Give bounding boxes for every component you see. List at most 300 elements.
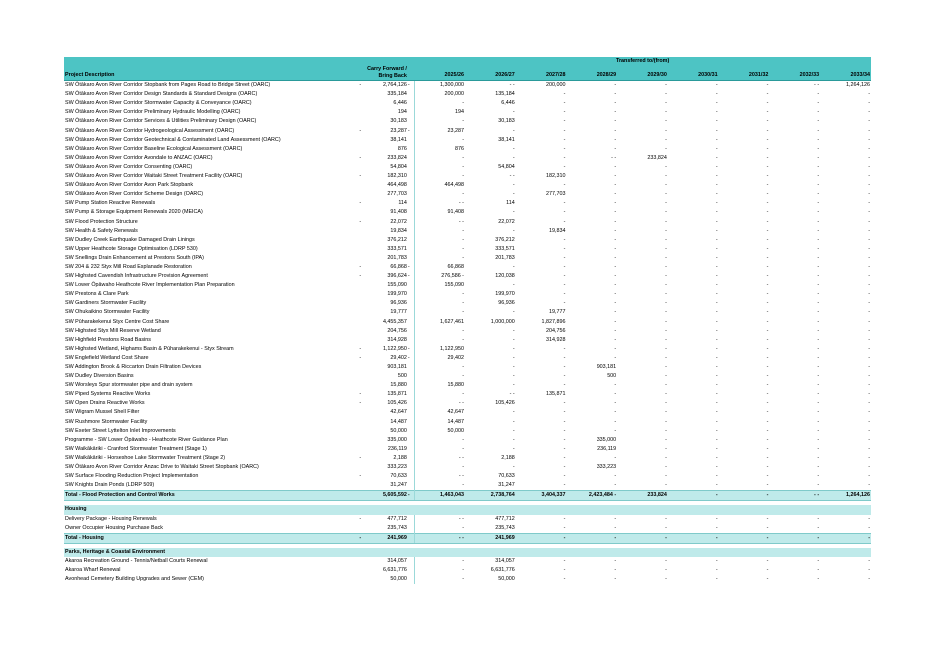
year-value-cell: - <box>462 391 464 398</box>
year-value-cell: 1,264,126 <box>846 82 870 89</box>
year-value-cell: - <box>614 400 617 407</box>
year-value-cell: - <box>868 218 870 225</box>
year-value-cell: - <box>563 282 566 289</box>
year-value-cell: - <box>868 364 870 370</box>
year-value-cell: - <box>614 209 617 216</box>
year-value-cell: - <box>766 291 769 298</box>
year-value-cell: - <box>817 209 820 216</box>
table-body <box>64 81 871 585</box>
year-value-cell: - <box>817 473 820 480</box>
project-description-cell: SW Snellings Drain Enhancement at Prestons South (IPA) <box>65 254 204 261</box>
year-value-cell: - <box>665 245 667 252</box>
table-row <box>64 345 871 354</box>
year-value-cell: - <box>614 427 617 434</box>
year-value-cell: - <box>614 245 617 252</box>
year-value-cell: - <box>817 345 820 352</box>
year-value-cell: - <box>766 473 769 480</box>
table-row <box>64 524 871 534</box>
year-value-cell: - - <box>458 218 464 225</box>
year-value-cell: - <box>817 382 820 389</box>
year-value-cell: 50,000 <box>498 576 515 583</box>
year-value-cell: 19,777 <box>548 309 566 316</box>
table-row <box>64 445 871 454</box>
year-value-cell: 120,038 <box>495 273 515 280</box>
year-value-cell: - <box>820 533 871 543</box>
total-row <box>64 533 871 543</box>
carry-forward-cell: 376,212 <box>387 236 407 243</box>
year-value-cell: - <box>868 91 870 98</box>
year-value-cell: 201,783 <box>495 254 515 261</box>
year-value-cell: - <box>715 327 718 334</box>
year-value-cell: - <box>766 336 769 343</box>
year-value-cell: - <box>817 364 820 370</box>
table-row <box>64 145 871 154</box>
year-value-cell: - <box>715 418 718 425</box>
year-value-cell: - - <box>458 454 464 461</box>
year-value-cell: - <box>817 245 820 252</box>
year-value-cell: - <box>868 566 870 573</box>
year-value-cell: - <box>512 154 515 161</box>
table-row <box>64 390 871 399</box>
year-value-cell: - <box>817 163 820 170</box>
year-value-cell: - <box>766 118 769 125</box>
carry-forward-cell: 233,824 <box>387 154 407 161</box>
project-description-cell: SW Pūharakekenui Styx Centre Cost Share <box>65 318 170 325</box>
year-value-cell: - <box>665 345 667 352</box>
year-value-cell: - <box>665 382 667 389</box>
year-value-cell: - <box>665 436 667 443</box>
year-value-cell: 15,880 <box>447 382 464 389</box>
year-value-cell: - - <box>458 473 464 480</box>
year-value-cell: - <box>563 436 566 443</box>
year-value-cell: - <box>512 327 515 334</box>
year-value-cell: - <box>665 136 667 143</box>
year-value-cell: 50,000 <box>447 427 464 434</box>
table-row <box>64 281 871 290</box>
year-value-cell: - <box>715 336 718 343</box>
year-value-cell: - <box>817 524 820 531</box>
year-value-cell: - <box>665 91 667 98</box>
carry-forward-cell: 182,310 <box>387 173 407 180</box>
year-value-cell: - <box>766 373 769 380</box>
section-title: Parks, Heritage & Coastal Environment <box>64 548 871 557</box>
year-value-cell: - <box>868 464 870 471</box>
year-value-cell: - <box>715 309 718 316</box>
table-row <box>64 372 871 381</box>
year-value-cell: - <box>563 354 566 361</box>
sign-marker: - <box>359 82 362 89</box>
table-row <box>64 381 871 390</box>
table-row <box>64 463 871 472</box>
year-value-cell: - <box>665 515 667 522</box>
year-value-cell: - <box>614 345 617 352</box>
carry-forward-cell: 19,834 <box>390 227 407 234</box>
carry-forward-cell: 876 <box>397 145 407 152</box>
header-row-transferred <box>64 57 871 66</box>
year-value-cell: - - <box>814 82 820 89</box>
year-value-cell: 135,184 <box>495 91 515 98</box>
year-value-cell: - <box>868 354 870 361</box>
section-header-row <box>64 548 871 557</box>
year-value-cell: 333,223 <box>596 464 617 471</box>
year-value-cell: - <box>868 557 870 564</box>
year-value-cell: - <box>462 291 464 298</box>
sign-marker: - <box>359 454 362 461</box>
sign-marker: - <box>408 272 414 281</box>
year-value-cell: - <box>462 445 464 452</box>
carry-forward-cell: 23,287 <box>390 127 407 134</box>
year-value-cell: 42,647 <box>447 409 464 416</box>
year-value-cell: - <box>614 227 617 234</box>
year-value-cell: - <box>512 145 515 152</box>
carry-forward-cell: 464,498 <box>387 182 407 189</box>
year-value-cell: - <box>462 436 464 443</box>
carry-forward-cell: 314,057 <box>387 557 407 564</box>
table-row <box>64 363 871 372</box>
year-value-cell: - <box>868 145 870 152</box>
carry-forward-cell: 335,000 <box>387 436 407 443</box>
year-value-cell: 114 <box>506 200 515 207</box>
year-value-cell: - <box>665 218 667 225</box>
year-value-cell: - <box>614 173 617 180</box>
year-value-cell: - <box>665 273 667 280</box>
year-value-cell: - <box>563 557 566 564</box>
year-value-cell: - <box>563 473 566 480</box>
table-row <box>64 199 871 208</box>
project-description-cell: SW Ōtākaro Avon River Corridor Geotechnical & Contaminated Land Assessment (OARC) <box>65 136 281 143</box>
table-row <box>64 172 871 181</box>
year-value-cell: - <box>868 473 870 480</box>
section-title: Housing <box>64 505 871 514</box>
table-row <box>64 90 871 99</box>
table-row <box>64 81 871 91</box>
year-value-cell: - <box>817 436 820 443</box>
year-value-cell: - <box>614 566 617 573</box>
year-value-cell: 30,183 <box>498 118 515 125</box>
year-value-cell: - <box>766 82 769 89</box>
carry-forward-cell: 4,455,357 <box>382 318 407 325</box>
year-value-cell: - <box>817 218 820 225</box>
year-value-cell: - <box>715 236 718 243</box>
year-value-cell: - <box>512 364 515 370</box>
year-value-cell: - <box>563 209 566 216</box>
year-value-cell: - <box>665 309 667 316</box>
project-description-cell: Akaroa Recreation Ground - Tennis/Netball Courts Renewal <box>65 557 208 564</box>
year-value-cell: - <box>462 191 464 198</box>
table-row <box>64 245 871 254</box>
year-value-cell: - <box>868 282 870 289</box>
year-value-cell: - <box>715 445 718 452</box>
carry-forward-cell: 204,756 <box>387 327 407 334</box>
year-value-cell: - <box>665 236 667 243</box>
year-value-cell: - <box>665 209 667 216</box>
year-value-cell: - <box>766 127 769 134</box>
table-row <box>64 154 871 163</box>
year-value-cell: - <box>817 391 820 398</box>
year-value-cell: - <box>665 127 667 134</box>
year-value-cell: - <box>614 327 617 334</box>
year-value-cell: - <box>868 118 870 125</box>
year-value-cell: - <box>665 373 667 380</box>
year-value-cell: - <box>715 464 718 471</box>
year-value-cell: - <box>617 533 668 543</box>
year-value-cell: - <box>462 566 464 573</box>
sign-marker: - <box>359 173 362 180</box>
project-description-cell: Total - Housing <box>64 533 359 543</box>
year-value-cell: - <box>614 515 617 522</box>
year-value-cell: - <box>868 482 870 489</box>
year-value-cell: - <box>462 482 464 489</box>
project-description-cell: SW 204 & 232 Styx Mill Road Esplanade Restoration <box>65 263 192 270</box>
year-value-cell: - <box>563 524 566 531</box>
year-value-cell: - <box>563 566 566 573</box>
year-value-cell: - <box>719 491 770 501</box>
year-value-cell: - <box>868 100 870 107</box>
year-value-cell: - <box>817 318 820 325</box>
year-value-cell: - <box>614 524 617 531</box>
year-value-cell: - <box>665 427 667 434</box>
year-value-cell: - <box>665 191 667 198</box>
year-value-cell: - <box>563 236 566 243</box>
year-value-cell: - <box>868 454 870 461</box>
sign-marker: - <box>359 263 362 270</box>
project-description-cell: SW Flood Protection Structure <box>65 218 138 225</box>
year-value-cell: 376,212 <box>495 236 515 243</box>
project-description-cell: SW Piped Systems Reactive Works <box>65 391 151 398</box>
year-value-cell: - <box>665 254 667 261</box>
year-value-cell: - <box>715 291 718 298</box>
year-value-cell: - - <box>509 173 515 180</box>
year-value-cell: - <box>868 127 870 134</box>
table-row <box>64 399 871 408</box>
year-value-cell: - <box>868 382 870 389</box>
year-value-cell: 155,090 <box>444 282 464 289</box>
year-value-cell: 1,000,000 <box>490 318 515 325</box>
sign-marker: - <box>408 354 414 363</box>
year-value-cell: - <box>766 191 769 198</box>
year-value-cell: - <box>665 364 667 370</box>
table-row <box>64 408 871 417</box>
sign-marker: - <box>408 263 414 272</box>
year-value-cell: - - <box>611 154 617 161</box>
table-row <box>64 163 871 172</box>
year-value-cell: 1,627,461 <box>440 318 464 325</box>
year-header-2033-34: 2033/34 <box>820 66 871 81</box>
year-value-cell: - <box>563 400 566 407</box>
year-value-cell: - <box>665 400 667 407</box>
year-value-cell: 200,000 <box>444 91 464 98</box>
sign-marker: - <box>359 218 362 225</box>
table-row <box>64 299 871 308</box>
year-value-cell: - <box>665 291 667 298</box>
year-value-cell: - <box>817 254 820 261</box>
year-value-cell: - <box>512 345 515 352</box>
year-value-cell: - <box>715 524 718 531</box>
year-value-cell: - <box>665 82 667 89</box>
carry-forward-cell: 236,119 <box>387 445 407 452</box>
year-header-2031-32: 2031/32 <box>719 66 770 81</box>
year-value-cell: 96,936 <box>498 300 515 307</box>
year-value-cell: - <box>715 282 718 289</box>
year-value-cell: 182,310 <box>545 173 566 180</box>
year-value-cell: - <box>512 263 515 270</box>
year-value-cell: - <box>766 182 769 189</box>
carry-forward-cell: 114 <box>398 200 407 207</box>
table-row <box>64 117 871 126</box>
year-value-cell: - <box>566 533 617 543</box>
year-value-cell: 38,141 <box>498 136 515 143</box>
year-header-2032-33: 2032/33 <box>769 66 820 81</box>
carry-forward-cell: 477,712 <box>387 515 407 522</box>
year-value-cell: - <box>715 557 718 564</box>
year-value-cell: - <box>563 464 566 471</box>
project-description-cell: SW Ōtākaro Avon River Corridor Preliminary Hydraulic Modelling (OARC) <box>65 109 241 116</box>
year-value-cell: - <box>715 227 718 234</box>
year-value-cell: - <box>512 127 515 134</box>
year-value-cell: - <box>715 109 718 116</box>
year-value-cell: - <box>512 464 515 471</box>
project-description-cell: Delivery Package - Housing Renewals <box>65 515 157 522</box>
year-value-cell: - <box>868 309 870 316</box>
year-value-cell: 1,122,950 <box>440 345 464 352</box>
year-value-cell: - <box>614 191 617 198</box>
year-value-cell: - <box>512 109 515 116</box>
year-value-cell: - <box>614 200 617 207</box>
project-description-cell: SW Worsleys Spur stormwater pipe and drain system <box>65 382 193 389</box>
year-value-cell: - <box>766 482 769 489</box>
year-value-cell: - <box>868 336 870 343</box>
year-value-cell: - <box>766 91 769 98</box>
year-value-cell: - <box>817 557 820 564</box>
sign-marker: - <box>359 391 362 398</box>
year-value-cell: - <box>817 173 820 180</box>
year-value-cell: - <box>715 245 718 252</box>
carry-forward-cell: 500 <box>397 373 407 380</box>
year-value-cell: - <box>817 445 820 452</box>
year-value-cell: - <box>817 154 820 161</box>
year-value-cell: - <box>817 118 820 125</box>
project-description-cell: SW Upper Heathcote Storage Optimisation (LDRP 530) <box>65 245 198 252</box>
project-description-cell: SW Ōtākaro Avon River Corridor Design Standards & Standard Designs (OARC) <box>65 91 258 98</box>
year-value-cell: - <box>665 566 667 573</box>
year-value-cell: - <box>715 300 718 307</box>
year-value-cell: - <box>516 533 567 543</box>
year-value-cell: - <box>563 245 566 252</box>
year-value-cell: - <box>462 245 464 252</box>
year-value-cell: - <box>769 533 820 543</box>
year-value-cell: - <box>462 100 464 107</box>
carry-forward-cell: 5,605,592 <box>366 491 408 501</box>
project-description-cell: SW Exeter Street Lyttelton Inlet Improvements <box>65 427 176 434</box>
table-row <box>64 515 871 524</box>
sign-marker: - <box>359 273 362 280</box>
sign-marker: - <box>408 345 414 354</box>
year-value-cell: - <box>817 291 820 298</box>
year-value-cell: - <box>462 373 464 380</box>
table-row <box>64 472 871 481</box>
table-row <box>64 99 871 108</box>
year-value-cell: - <box>766 100 769 107</box>
year-value-cell: - <box>715 118 718 125</box>
year-value-cell: - <box>868 163 870 170</box>
year-value-cell: - <box>817 464 820 471</box>
table-row <box>64 436 871 445</box>
year-value-cell: - <box>512 445 515 452</box>
carry-forward-cell: 50,000 <box>390 576 407 583</box>
sign-marker: - <box>359 533 365 543</box>
carry-forward-cell: 194 <box>397 109 407 116</box>
year-value-cell: - <box>462 327 464 334</box>
year-value-cell: - <box>462 576 464 583</box>
project-description-cell: SW Waikākāriki - Cranford Stormwater Treatment (Stage 1) <box>65 445 207 452</box>
year-value-cell: 314,057 <box>495 557 515 564</box>
year-value-cell: - <box>766 173 769 180</box>
year-value-cell: - <box>766 200 769 207</box>
year-value-cell: 135,871 <box>545 391 566 398</box>
year-value-cell: - - <box>458 515 464 522</box>
project-description-cell: SW Ōtākaro Avon River Corridor Anzac Drive to Waitaki Street Stopbank (OARC) <box>65 464 259 471</box>
year-value-cell: - <box>715 82 718 89</box>
year-value-cell: - <box>614 336 617 343</box>
project-description-cell: SW Highsted Wetland, Highams Basin & Pūharakekenui - Styx Stream <box>65 345 234 352</box>
year-value-cell: - <box>766 227 769 234</box>
year-value-cell: - <box>563 263 566 270</box>
year-value-cell: - - <box>458 200 464 207</box>
year-value-cell: 236,119 <box>597 445 617 452</box>
year-value-cell: - <box>563 200 566 207</box>
year-value-cell: 233,824 <box>647 154 667 161</box>
year-value-cell: - <box>766 263 769 270</box>
year-value-cell: - <box>817 236 820 243</box>
year-value-cell: - <box>715 409 718 416</box>
year-value-cell: - <box>665 109 667 116</box>
year-value-cell: - <box>563 345 566 352</box>
year-value-cell: - <box>512 409 515 416</box>
year-value-cell: - <box>766 218 769 225</box>
year-value-cell: - <box>715 354 718 361</box>
year-value-cell: - - <box>769 491 820 501</box>
year-value-cell: 91,408 <box>447 209 464 216</box>
year-value-cell: - <box>817 300 820 307</box>
table-row <box>64 181 871 190</box>
year-value-cell: - <box>817 373 820 380</box>
year-value-cell: - <box>817 515 820 522</box>
year-value-cell: - <box>817 200 820 207</box>
year-value-cell: 2,738,764 <box>465 491 516 501</box>
year-value-cell: - <box>817 182 820 189</box>
year-value-cell: - <box>715 209 718 216</box>
year-value-cell: 277,703 <box>545 191 566 198</box>
year-value-cell: - <box>665 145 667 152</box>
year-value-cell: - <box>563 482 566 489</box>
year-value-cell: - <box>868 345 870 352</box>
year-value-cell: - <box>614 254 617 261</box>
year-value-cell: - <box>868 418 870 425</box>
year-value-cell: - <box>563 291 566 298</box>
year-value-cell: - <box>817 454 820 461</box>
table-row <box>64 418 871 427</box>
year-value-cell: - <box>563 91 566 98</box>
year-value-cell: - <box>766 282 769 289</box>
project-description-cell: SW Health & Safety Renewals <box>65 227 138 234</box>
year-value-cell: - <box>715 427 718 434</box>
year-value-cell: - <box>715 373 718 380</box>
table-row <box>64 208 871 217</box>
carry-forward-cell: 66,868 <box>390 263 407 270</box>
table-row <box>64 127 871 136</box>
year-value-cell: - <box>614 127 617 134</box>
year-value-cell: - <box>665 464 667 471</box>
